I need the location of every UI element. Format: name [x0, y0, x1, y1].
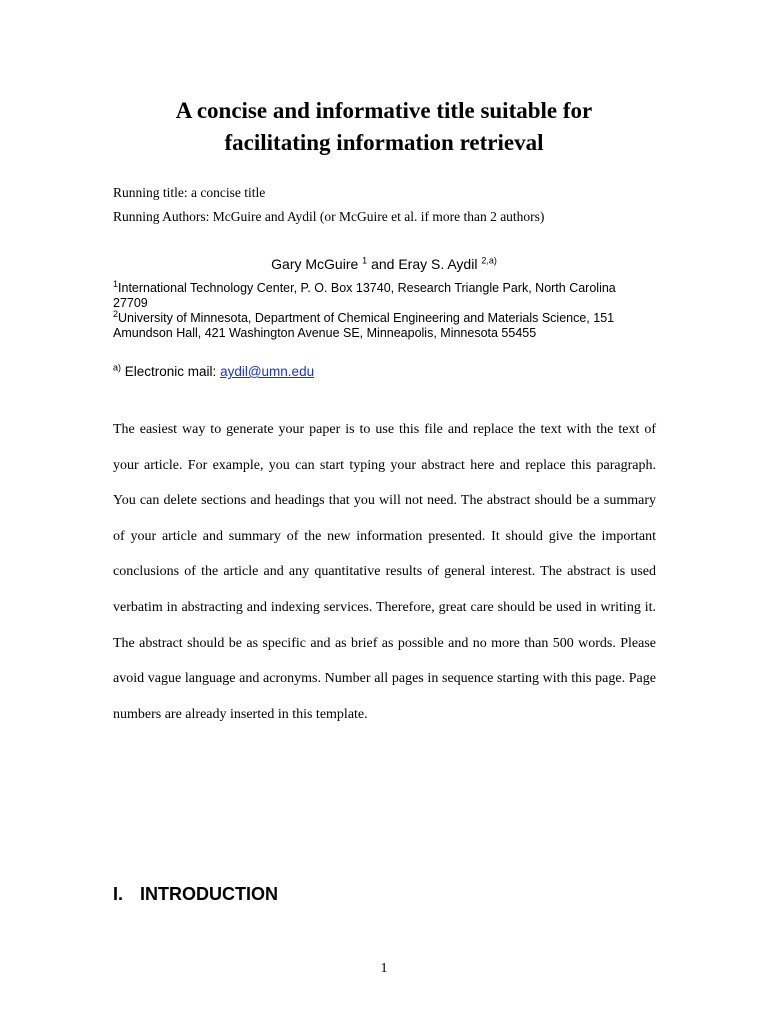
section-title: INTRODUCTION [140, 884, 278, 904]
affiliation-2 [113, 308, 633, 341]
email-link[interactable]: aydil@umn.edu [220, 364, 315, 379]
affiliation-1-marker: 1 [113, 278, 119, 289]
author-2-name: Eray S. Aydil [398, 256, 478, 272]
affiliation-1 [113, 278, 633, 311]
title-line-2: facilitating information retrieval [224, 130, 544, 155]
title-line-1: A concise and informative title suitable for [175, 98, 593, 123]
author-1-affiliation-marker: 1 [362, 255, 368, 266]
section-number: I. [113, 884, 124, 904]
page-number: 1 [380, 961, 388, 976]
section-heading-introduction [113, 884, 278, 905]
affiliation-1-text: International Technology Center, P. O. Box 13740, Research Triangle Park, North Carolina 27709 [113, 281, 616, 310]
author-2-affiliation-marker: 2,a) [481, 255, 497, 266]
email-line [113, 364, 314, 379]
running-authors: Running Authors: McGuire and Aydil (or McGuire et al. if more than 2 authors) [113, 209, 545, 224]
email-marker: a) [113, 362, 122, 373]
paper-title [0, 95, 768, 159]
affiliation-2-text: University of Minnesota, Department of Chemical Engineering and Materials Science, 151 Amundson Hall, 421 Washington Avenue SE, Minneapolis, Minnesota 55455 [113, 311, 615, 340]
running-title: Running title: a concise title [113, 185, 266, 200]
author-conjunction: and [371, 256, 395, 272]
affiliation-2-marker: 2 [113, 308, 119, 319]
abstract-paragraph: The easiest way to generate your paper is to use this file and replace the text with the text of your article. For example, you can start typing your abstract here and replace this paragraph. You can delete sections and headings that you will not need. The abstract should be a summary of your article and summary of the new information presented. It should give the important conclusions of the article and any quantitative results of general interest. The abstract is used verbatim in abstracting and indexing services. Therefore, great care should be used in writing it. The abstract should be as specific and as brief as possible and no more than 500 words. Please avoid vague language and acronyms. Number all pages in sequence starting with this page. Page numbers are already inserted in this template. [113, 422, 656, 722]
author-1-name: Gary McGuire [271, 256, 359, 272]
author-line [0, 256, 768, 272]
email-label: Electronic mail: [124, 364, 217, 379]
